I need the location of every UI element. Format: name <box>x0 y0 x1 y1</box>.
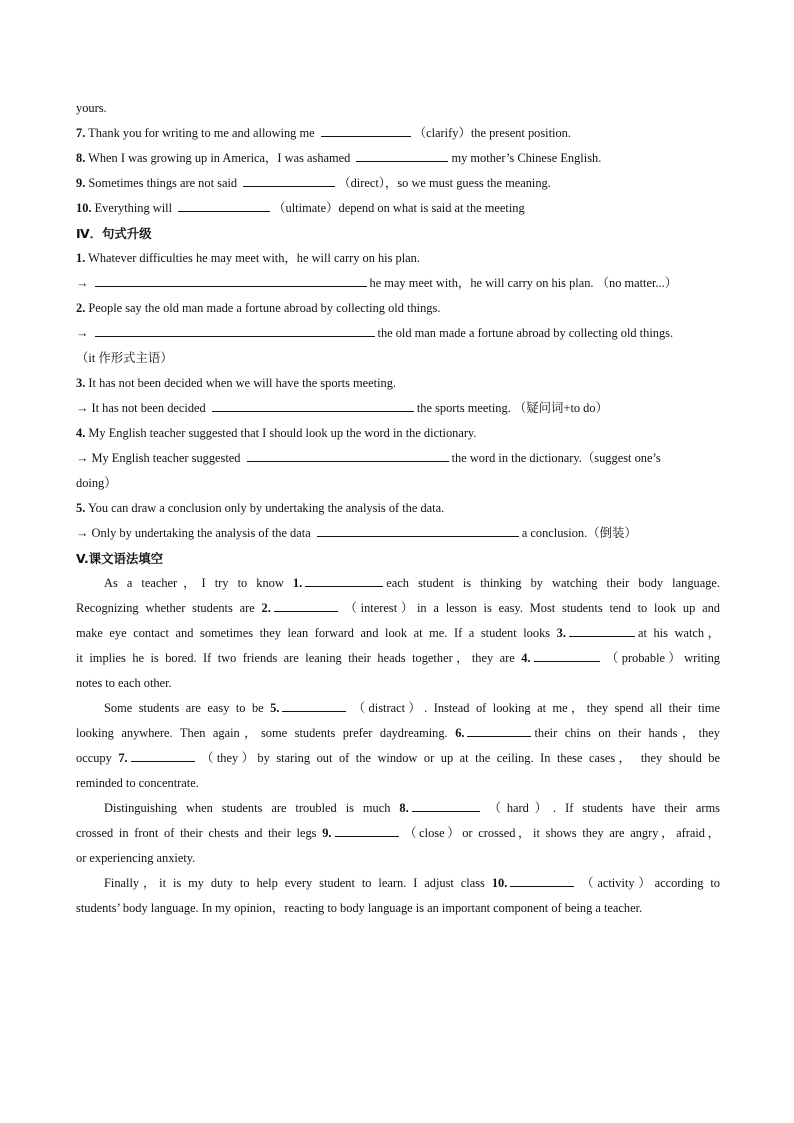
passage-text: looking anywhere. Then again，some students prefer daydreaming. <box>76 726 456 740</box>
rewrite-3-answer <box>76 396 720 421</box>
passage-text: crossed in front of their chests and their legs <box>76 826 323 840</box>
passage-text: （close）or crossed，it shows they are angry，afraid， <box>401 826 720 840</box>
passage-paragraph <box>76 796 720 871</box>
blank-number: 5. <box>270 701 280 715</box>
answer-blank[interactable] <box>247 449 449 462</box>
item-text: （clarify）the present position. <box>413 126 571 140</box>
rewrite-4-answer <box>76 446 720 471</box>
rewrite-text: Only by undertaking the analysis of the data <box>91 526 311 540</box>
answer-blank[interactable] <box>95 274 367 287</box>
passage-line <box>76 646 720 671</box>
passage-text: students’ body language. In my opinion，reacting to body language is an important component of being a teacher. <box>76 901 643 915</box>
arrow-icon: → <box>76 451 89 465</box>
passage-text: （activity）according to <box>577 876 720 890</box>
answer-blank[interactable] <box>412 799 480 812</box>
passage-text: each student is thinking by watching their body language. <box>386 576 720 590</box>
passage-line <box>76 771 720 796</box>
original-sentence: It has not been decided when we will have the sports meeting. <box>88 376 397 390</box>
arrow-icon: → <box>76 526 89 540</box>
rewrite-2-hint <box>76 346 720 371</box>
answer-blank[interactable] <box>131 749 195 762</box>
exercise-7 <box>76 121 720 146</box>
passage-paragraph <box>76 571 720 696</box>
blank-number: 4. <box>521 651 531 665</box>
passage-text: （they）by staring out of the window or up at the ceiling. In these cases， they should be <box>197 751 720 765</box>
item-text: Everything will <box>94 201 173 215</box>
exercise-10 <box>76 196 720 221</box>
section-heading-v: V.课文语法填空 <box>76 551 164 566</box>
passage-text: （interest）in a lesson is easy. Most students tend to look up and <box>340 601 720 615</box>
cloze-passage <box>76 571 720 921</box>
passage-line <box>76 721 720 746</box>
passage-line <box>76 671 720 696</box>
item-number: 7. <box>76 126 86 140</box>
answer-blank[interactable] <box>321 124 411 137</box>
item-text: （ultimate）depend on what is said at the meeting <box>273 201 525 215</box>
passage-text: Recognizing whether students are <box>76 601 262 615</box>
passage-text: make eye contact and sometimes they lean forward and look at me. If a student looks <box>76 626 557 640</box>
rewrite-5-answer <box>76 521 720 546</box>
passage-text: it implies he is bored. If two friends are leaning their heads together，they are <box>76 651 522 665</box>
item-number: 8. <box>76 151 86 165</box>
rewrite-text: My English teacher suggested <box>91 451 241 465</box>
answer-blank[interactable] <box>467 724 531 737</box>
passage-text: （hard）. If students have their arms <box>482 801 720 815</box>
passage-text: notes to each other. <box>76 676 172 690</box>
rewrite-1-answer <box>76 271 720 296</box>
blank-number: 7. <box>118 751 128 765</box>
continued-text: yours. <box>76 101 107 115</box>
continued-line <box>76 96 720 121</box>
worksheet-page <box>76 96 720 921</box>
arrow-icon: → <box>76 326 89 340</box>
answer-blank[interactable] <box>356 149 448 162</box>
passage-text: As a teacher，I try to know <box>104 576 293 590</box>
rewrite-2-original <box>76 296 720 321</box>
passage-text: or experiencing anxiety. <box>76 851 196 865</box>
passage-paragraph <box>76 871 720 921</box>
rewrite-text: the word in the dictionary.（suggest one’s <box>451 451 661 465</box>
item-text: Sometimes things are not said <box>88 176 238 190</box>
item-text: When I was growing up in America，I was ashamed <box>88 151 351 165</box>
answer-blank[interactable] <box>569 624 635 637</box>
passage-paragraph <box>76 696 720 796</box>
rewrite-text: a conclusion.（倒装） <box>521 526 637 540</box>
answer-blank[interactable] <box>317 524 519 537</box>
passage-text: Distinguishing when students are troubled is much <box>104 801 400 815</box>
hint-text: （it 作形式主语） <box>76 351 173 365</box>
exercise-9 <box>76 171 720 196</box>
answer-blank[interactable] <box>178 199 270 212</box>
rewrite-2-answer <box>76 321 720 346</box>
passage-text: （probable）writing <box>602 651 720 665</box>
original-sentence: Whatever difficulties he may meet with，he will carry on his plan. <box>88 251 420 265</box>
answer-blank[interactable] <box>243 174 335 187</box>
item-number: 5. <box>76 501 86 515</box>
passage-line <box>76 846 720 871</box>
item-text: Thank you for writing to me and allowing me <box>88 126 315 140</box>
rewrite-4-original <box>76 421 720 446</box>
arrow-icon: → <box>76 401 89 415</box>
answer-blank[interactable] <box>534 649 600 662</box>
passage-text: reminded to concentrate. <box>76 776 199 790</box>
item-text: my mother’s Chinese English. <box>451 151 602 165</box>
original-sentence: People say the old man made a fortune abroad by collecting old things. <box>88 301 441 315</box>
rewrite-4-hint <box>76 471 720 496</box>
passage-line <box>76 596 720 621</box>
blank-number: 3. <box>556 626 566 640</box>
item-number: 4. <box>76 426 86 440</box>
rewrite-5-original <box>76 496 720 521</box>
passage-line <box>76 571 720 596</box>
blank-number: 10. <box>491 876 508 890</box>
exercise-8 <box>76 146 720 171</box>
rewrite-text: It has not been decided <box>91 401 206 415</box>
item-number: 3. <box>76 376 86 390</box>
original-sentence: You can draw a conclusion only by undertaking the analysis of the data. <box>87 501 445 515</box>
passage-text: （distract）. Instead of looking at me，they spend all their time <box>349 701 720 715</box>
passage-text: Finally，it is my duty to help every student to learn. I adjust class <box>104 876 492 890</box>
rewrite-1-original <box>76 246 720 271</box>
answer-blank[interactable] <box>335 824 399 837</box>
blank-number: 2. <box>261 601 271 615</box>
item-number: 1. <box>76 251 86 265</box>
blank-number: 6. <box>455 726 465 740</box>
passage-text: Some students are easy to be <box>104 701 271 715</box>
rewrite-text: he may meet with，he will carry on his plan. （no matter...） <box>369 276 678 290</box>
passage-line <box>76 621 720 646</box>
item-text: （direct），so we must guess the meaning. <box>338 176 551 190</box>
passage-line <box>76 896 720 921</box>
answer-blank[interactable] <box>212 399 414 412</box>
hint-text: doing） <box>76 476 117 490</box>
item-number: 2. <box>76 301 86 315</box>
original-sentence: My English teacher suggested that I should look up the word in the dictionary. <box>88 426 477 440</box>
section-heading-iv: Ⅳ．句式升级 <box>76 226 152 241</box>
answer-blank[interactable] <box>274 599 338 612</box>
answer-blank[interactable] <box>510 874 574 887</box>
passage-line <box>76 696 720 721</box>
passage-text: at his watch， <box>637 626 720 640</box>
blank-number: 8. <box>399 801 409 815</box>
arrow-icon: → <box>76 276 89 290</box>
passage-line <box>76 796 720 821</box>
passage-line <box>76 871 720 896</box>
rewrite-3-original <box>76 371 720 396</box>
passage-line <box>76 746 720 771</box>
passage-line <box>76 821 720 846</box>
item-number: 9. <box>76 176 86 190</box>
passage-text: their chins on their hands，they <box>534 726 720 740</box>
passage-text: occupy <box>76 751 119 765</box>
blank-number: 9. <box>322 826 332 840</box>
blank-number: 1. <box>292 576 303 590</box>
answer-blank[interactable] <box>305 574 383 587</box>
answer-blank[interactable] <box>95 324 375 337</box>
answer-blank[interactable] <box>282 699 346 712</box>
rewrite-text: the sports meeting. （疑问词+to do） <box>416 401 608 415</box>
rewrite-text: the old man made a fortune abroad by collecting old things. <box>377 326 674 340</box>
item-number: 10. <box>76 201 92 215</box>
